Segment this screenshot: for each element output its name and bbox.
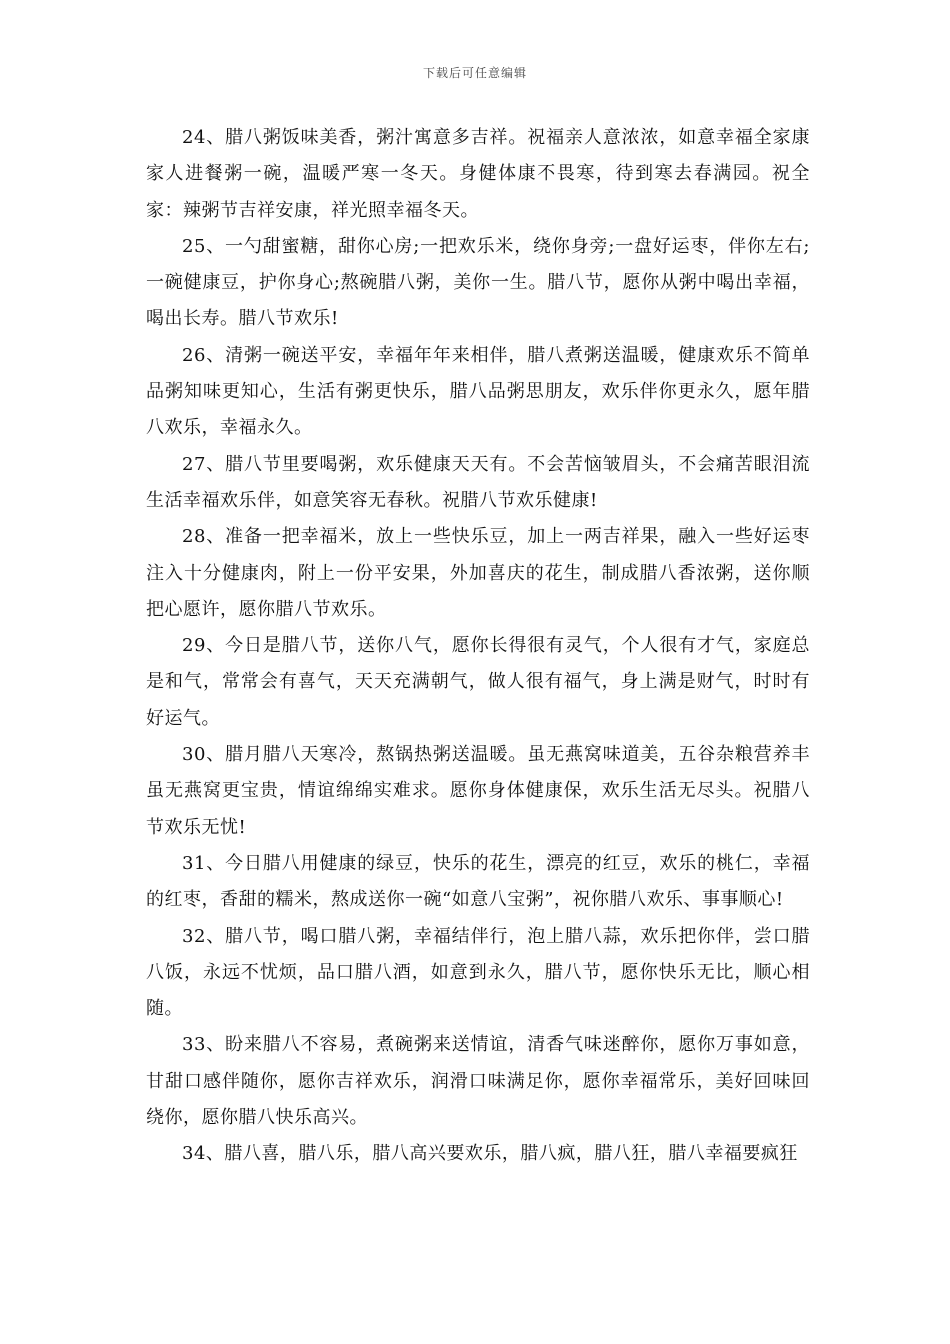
paragraph-25: 25、一勺甜蜜糖，甜你心房;一把欢乐米，绕你身旁;一盘好运枣，伴你左右;一碗健康豆，护你身心;熬碗腊八粥，美你一生。腊八节，愿你从粥中喝出幸福，喝出长寿。腊八节欢乐! [146, 235, 810, 330]
paragraph-28: 28、准备一把幸福米，放上一些快乐豆，加上一两吉祥果，融入一些好运枣注入十分健康肉，附上一份平安果，外加喜庆的花生，制成腊八香浓粥，送你顺把心愿许，愿你腊八节欢乐。 [146, 526, 810, 620]
paragraph-30: 30、腊月腊八天寒冷，熬锅热粥送温暖。虽无燕窝味道美，五谷杂粮营养丰虽无燕窝更宝贵，情谊绵绵实难求。愿你身体健康保，欢乐生活无尽头。祝腊八节欢乐无忧! [146, 744, 810, 838]
paragraph-26: 26、清粥一碗送平安，幸福年年来相伴，腊八煮粥送温暖，健康欢乐不简单品粥知味更知心，生活有粥更快乐，腊八品粥思朋友，欢乐伴你更永久，愿年腊八欢乐，幸福永久。 [146, 344, 810, 439]
paragraph-31: 31、今日腊八用健康的绿豆，快乐的花生，漂亮的红豆，欢乐的桃仁，幸福的红枣，香甜的糯米，熬成送你一碗“如意八宝粥”，祝你腊八欢乐、事事顺心! [146, 852, 810, 911]
paragraph-32: 32、腊八节，喝口腊八粥，幸福结伴行，泡上腊八蒜，欢乐把你伴，尝口腊八饭，永远不忧烦，品口腊八酒，如意到永久，腊八节，愿你快乐无比，顺心相随。 [146, 925, 810, 1020]
document-body [146, 120, 810, 1173]
paragraph-34: 34、腊八喜，腊八乐，腊八高兴要欢乐，腊八疯，腊八狂，腊八幸福要疯狂 [182, 1143, 798, 1165]
paragraph-24: 24、腊八粥饭味美香，粥汁寓意多吉祥。祝福亲人意浓浓，如意幸福全家康家人进餐粥一碗，温暖严寒一冬天。身健体康不畏寒，待到寒去春满园。祝全家：辣粥节吉祥安康，祥光照幸福冬天。 [146, 127, 810, 221]
paragraph-33: 33、盼来腊八不容易，煮碗粥来送情谊，清香气味迷醉你，愿你万事如意，甘甜口感伴随你，愿你吉祥欢乐，润滑口味满足你，愿你幸福常乐，美好回味回绕你，愿你腊八快乐高兴。 [146, 1034, 810, 1129]
page-header: 下载后可任意编辑 [422, 66, 527, 80]
paragraph-29: 29、今日是腊八节，送你八气，愿你长得很有灵气，个人很有才气，家庭总是和气，常常会有喜气，天天充满朝气，做人很有福气，身上满是财气，时时有好运气。 [146, 635, 810, 729]
paragraph-27: 27、腊八节里要喝粥，欢乐健康天天有。不会苦恼皱眉头，不会痛苦眼泪流生活幸福欢乐伴，如意笑容无春秋。祝腊八节欢乐健康! [146, 453, 810, 511]
